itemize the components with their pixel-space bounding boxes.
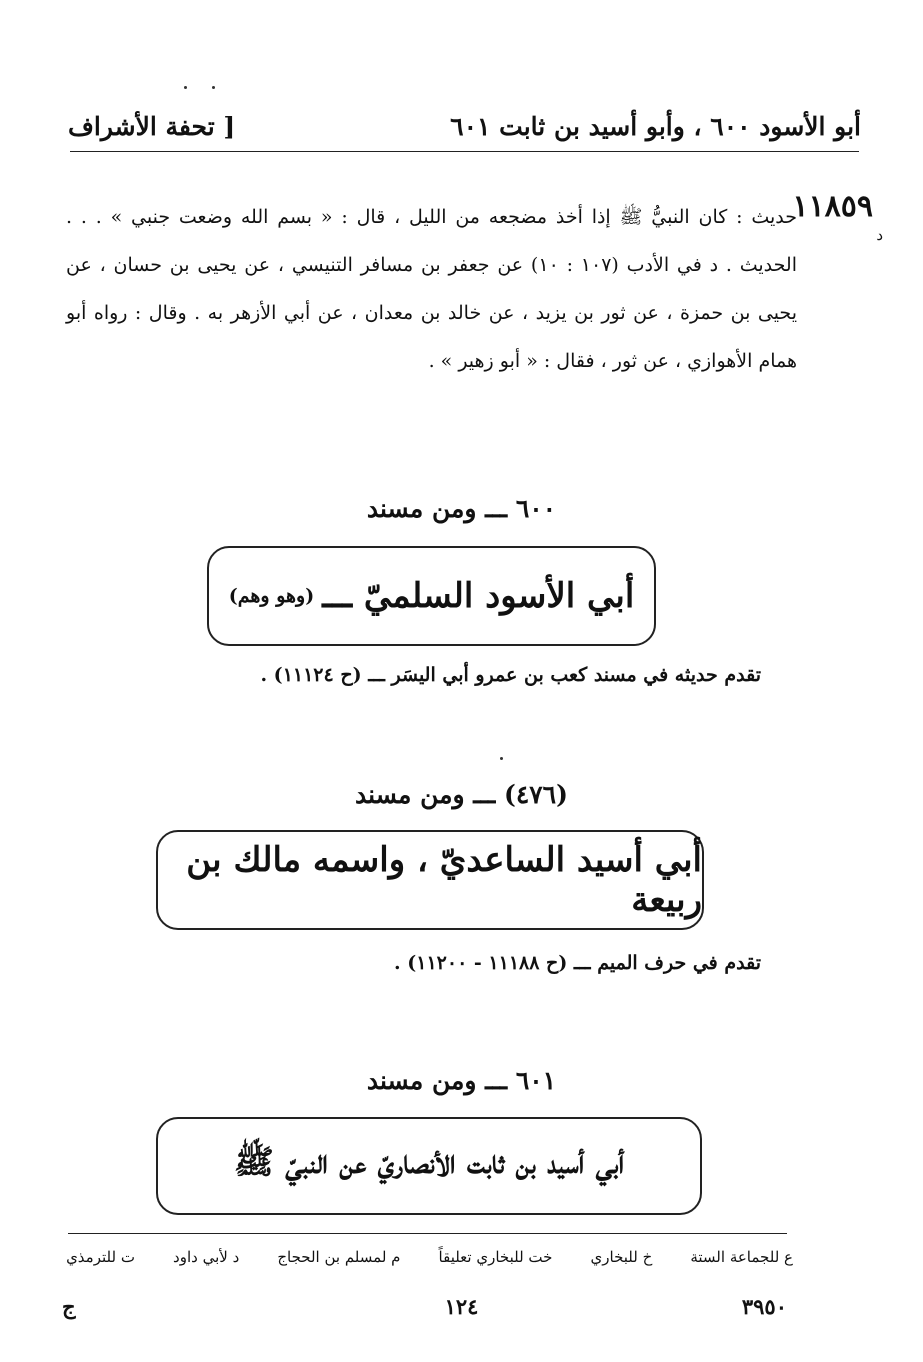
header-rule [70, 151, 859, 152]
margin-siglum: د [876, 226, 883, 244]
signature-mark: ج [62, 1294, 76, 1319]
footnote-rule [68, 1233, 787, 1234]
section-number: (٤٧٦) [503, 780, 568, 809]
sigla-key [66, 1248, 793, 1266]
cross-reference: تقدم حديثه في مسند كعب بن عمرو أبي اليسَر ـــ (ح ١١١٢٤) . [260, 664, 761, 686]
running-header [68, 112, 861, 148]
siglum-item: د لأبي داود [173, 1248, 240, 1266]
hadith-paragraph: حديث : كان النبيُّ ﷺ إذا أخذ مضجعه من الليل ، قال : « بسم الله وضعت جنبي » . . . الحديث . د في الأدب (١٠٧ : ١٠) عن جعفر بن مسافر التنيسي ، عن يحيى بن حسان ، عن يحيى بن حمزة ، عن ثور بن يزيد ، عن خالد بن معدان ، عن أبي الأزهر به . وقال : رواه أبو همام الأهوازي ، عن ثور ، فقال : « أبو زهير » . [66, 206, 797, 372]
cross-reference: تقدم في حرف الميم ـــ (ح ١١١٨٨ - ١١٢٠٠) . [394, 952, 761, 974]
running-header-book: [ تحفة الأشراف [68, 112, 236, 141]
print-speck [500, 757, 503, 760]
section-heading-text: ـــ ومن مسند [366, 494, 508, 523]
musnad-name: أبي أسيد بن ثابت الأنصاريّ عن النبيّ ﷺ [233, 1142, 625, 1181]
page-number: ١٢٤ [444, 1294, 479, 1319]
musnad-name-box [156, 830, 704, 930]
siglum-item: خت للبخاري تعليقاً [438, 1248, 553, 1266]
siglum-item: خ للبخاري [590, 1248, 653, 1266]
musnad-name-box [156, 1117, 702, 1215]
siglum-item: ع للجماعة الستة [690, 1248, 793, 1266]
musnad-name-box [207, 546, 656, 646]
print-speck [184, 86, 187, 89]
section-number: ٦٠١ [515, 1066, 557, 1095]
print-speck [212, 86, 215, 89]
section-heading [0, 1066, 923, 1095]
section-heading [0, 494, 923, 523]
musnad-name: أبي أسيد الساعديّ ، واسمه مالك بن ربيعة [186, 840, 702, 920]
musnad-name: أبي الأسود السلميّ ـــ [322, 576, 635, 616]
musnad-note: (وهو وهم) [228, 585, 315, 607]
siglum-item: ت للترمذي [66, 1248, 135, 1266]
section-number: ٦٠٠ [515, 494, 557, 523]
section-heading [0, 780, 923, 809]
volume-page-number: ٣٩٥٠ [741, 1294, 787, 1319]
hadith-number: ١١٨٥٩ [792, 189, 873, 224]
siglum-item: م لمسلم بن الحجاج [277, 1248, 401, 1266]
section-heading-text: ـــ ومن مسند [366, 1066, 508, 1095]
section-heading-text: ـــ ومن مسند [355, 780, 496, 809]
running-header-title: أبو الأسود ٦٠٠ ، وأبو أسيد بن ثابت ٦٠١ [450, 112, 861, 141]
